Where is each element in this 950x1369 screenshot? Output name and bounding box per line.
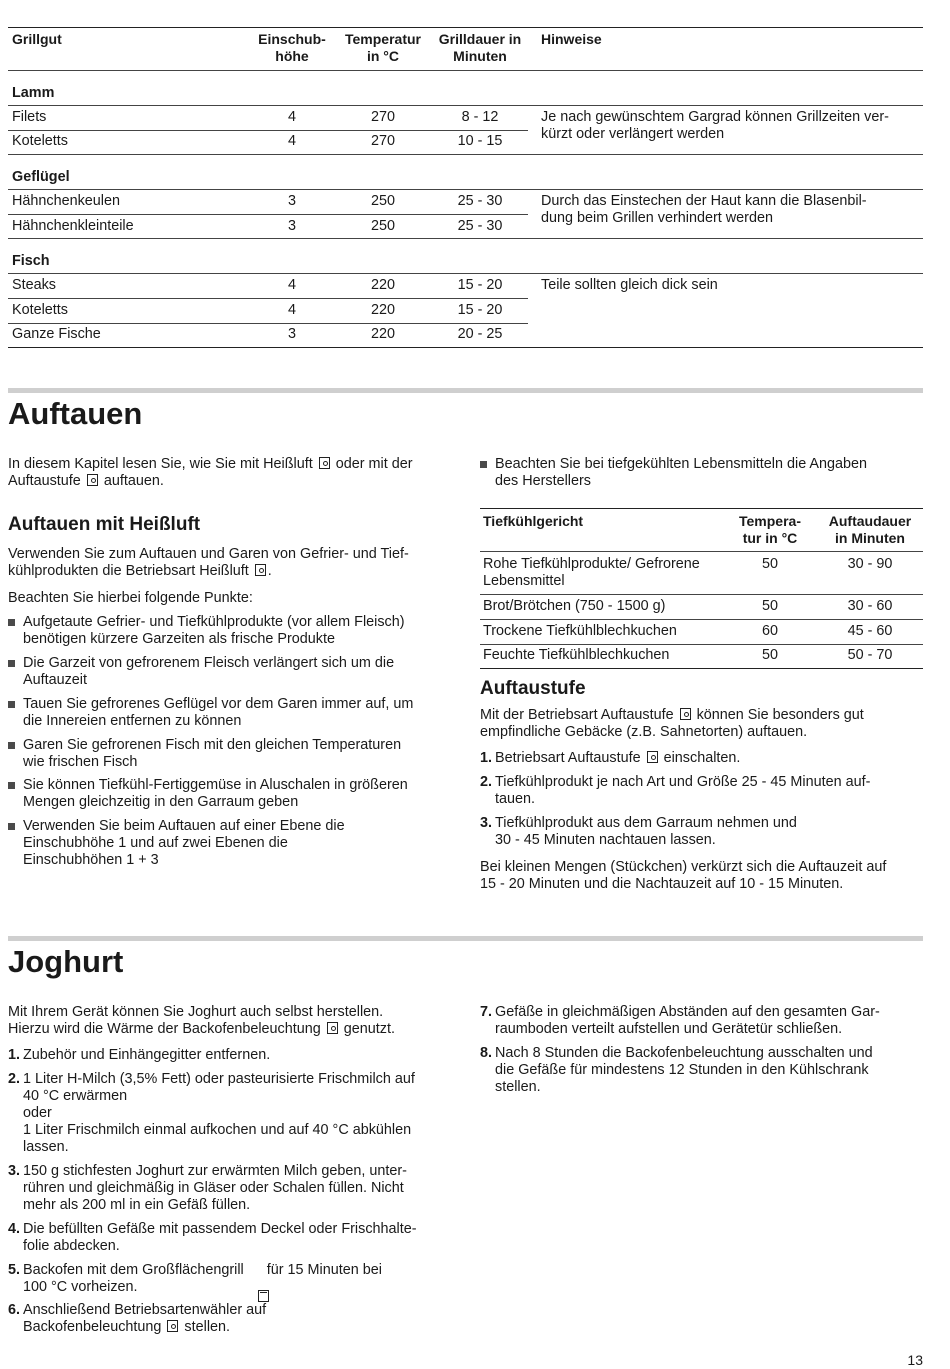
oven-light-icon xyxy=(327,1022,338,1034)
table-rule xyxy=(8,273,923,274)
header-einschub: Einschub- höhe xyxy=(258,31,326,64)
table-cell: 45 - 60 xyxy=(847,623,893,639)
table-cell: Trockene Tiefkühlblechkuchen xyxy=(483,623,677,639)
table-cell: 220 xyxy=(370,302,395,318)
table-cell: Filets xyxy=(12,109,47,125)
note-lamm: Je nach gewünschtem Gargrad können Grillzeiten ver- kürzt oder verlängert werden xyxy=(541,109,889,142)
defrost-icon xyxy=(87,474,98,486)
joghurt-intro: Mit Ihrem Gerät können Sie Joghurt auch selbst herstellen. Hierzu wird die Wärme der Backofenbeleuchtung genutzt. xyxy=(8,1004,395,1037)
group-title-lamm: Lamm xyxy=(12,85,55,101)
section-title-auftauen: Auftauen xyxy=(8,396,143,431)
list-item: 6. Anschließend Betriebsartenwähler auf Backofenbeleuchtung stellen. xyxy=(8,1302,267,1335)
table-rule xyxy=(8,298,528,299)
section-divider xyxy=(8,936,923,941)
header-hinweise: Hinweise xyxy=(541,31,602,47)
list-item: 8. Nach 8 Stunden die Backofenbeleuchtung ausschalten und die Gefäße für mindestens 12 Stunden in den Kühlschrank stellen. xyxy=(480,1045,873,1095)
section-title-joghurt: Joghurt xyxy=(8,944,124,979)
table-cell: Ganze Fische xyxy=(12,326,101,342)
header-temperatur: Temperatur in °C xyxy=(345,31,421,64)
list-item: 2. Tiefkühlprodukt je nach Art und Größe 25 - 45 Minuten auf- tauen. xyxy=(480,774,871,807)
group-title-fisch: Fisch xyxy=(12,253,50,269)
table-cell: 4 xyxy=(287,302,296,318)
table-rule xyxy=(8,214,528,215)
table-cell: 60 xyxy=(761,623,778,639)
auftaustufe-paragraph: Bei kleinen Mengen (Stückchen) verkürzt sich die Auftauzeit auf 15 - 20 Minuten und die Nachtauzeit auf 10 - 15 Minuten. xyxy=(480,859,887,892)
table-cell: Brot/Brötchen (750 - 1500 g) xyxy=(483,598,666,614)
list-item: Die Garzeit von gefrorenem Fleisch verlängert sich um die Auftauzeit xyxy=(8,655,458,689)
table-cell: 8 - 12 xyxy=(461,109,499,125)
list-item: 1. Zubehör und Einhängegitter entfernen. xyxy=(8,1047,271,1063)
heissluft-paragraph: Verwenden Sie zum Auftauen und Garen von Gefrier- und Tief- kühlprodukten die Betriebsart Heißluft . xyxy=(8,546,409,579)
table-rule xyxy=(480,551,923,552)
list-item: 1. Betriebsart Auftaustufe einschalten. xyxy=(480,750,741,766)
table-cell: Rohe Tiefkühlprodukte/ Gefrorene Lebensmittel xyxy=(483,556,700,589)
table-rule xyxy=(8,347,923,348)
table-cell: 4 xyxy=(287,277,296,293)
list-item: 5. Backofen mit dem Großflächengrill für 15 Minuten bei 100 °C vorheizen. xyxy=(8,1262,458,1296)
table-cell: Feuchte Tiefkühlblechkuchen xyxy=(483,647,670,663)
list-item: Sie können Tiefkühl-Fertiggemüse in Aluschalen in größeren Mengen gleichzeitig in den Garraum geben xyxy=(8,777,458,811)
table-cell: 270 xyxy=(370,133,395,149)
list-item: 4. Die befüllten Gefäße mit passendem Deckel oder Frischhalte- folie abdecken. xyxy=(8,1221,417,1254)
table-cell: 30 - 60 xyxy=(847,598,893,614)
table-cell: 270 xyxy=(370,109,395,125)
table-cell: 15 - 20 xyxy=(457,277,503,293)
table-cell: 15 - 20 xyxy=(457,302,503,318)
header-auftaudauer: Auftaudauer in Minuten xyxy=(828,513,912,546)
table-cell: 50 xyxy=(761,598,778,614)
auftaustufe-paragraph: Mit der Betriebsart Auftaustufe können Sie besonders gut empfindliche Gebäcke (z.B. Sahnetorten) auftauen. xyxy=(480,707,864,740)
table-rule xyxy=(8,189,923,190)
subheading-auftaustufe: Auftaustufe xyxy=(480,678,586,699)
list-item: Beachten Sie bei tiefgekühlten Lebensmitteln die Angaben des Herstellers xyxy=(480,456,923,490)
table-cell: 10 - 15 xyxy=(457,133,503,149)
table-cell: 250 xyxy=(370,218,395,234)
list-item: 3. 150 g stichfesten Joghurt zur erwärmten Milch geben, unter- rühren und gleichmäßig in Gläser oder Schalen füllen. Nicht mehr als 200 ml in ein Gefäß füllen. xyxy=(8,1163,407,1213)
group-title-gefluegel: Geflügel xyxy=(12,169,70,185)
table-cell: 3 xyxy=(287,193,296,209)
table-cell: 30 - 90 xyxy=(847,556,893,572)
list-item: Verwenden Sie beim Auftauen auf einer Ebene die Einschubhöhe 1 und auf zwei Ebenen die Einschubhöhen 1 + 3 xyxy=(8,818,458,869)
grill-icon xyxy=(258,1290,269,1302)
heissluft-paragraph: Beachten Sie hierbei folgende Punkte: xyxy=(8,590,253,606)
list-item: 7. Gefäße in gleichmäßigen Abständen auf den gesamten Gar- raumboden verteilt aufstellen und Gerätetür schließen. xyxy=(480,1004,880,1037)
table-cell: 25 - 30 xyxy=(457,193,503,209)
table-cell: 3 xyxy=(287,326,296,342)
table-cell: Koteletts xyxy=(12,133,68,149)
table-rule xyxy=(8,105,923,106)
list-item: Aufgetaute Gefrier- und Tiefkühlprodukte (vor allem Fleisch) benötigen kürzere Garzeiten als frische Produkte xyxy=(8,614,458,648)
table-cell: Hähnchenkeulen xyxy=(12,193,121,209)
table-cell: 250 xyxy=(370,193,395,209)
defrost-icon xyxy=(680,708,691,720)
table-cell: 220 xyxy=(370,326,395,342)
table-rule xyxy=(8,130,528,131)
table-cell: 50 xyxy=(761,556,778,572)
section-divider xyxy=(8,388,923,393)
list-item: Tauen Sie gefrorenes Geflügel vor dem Garen immer auf, um die Innereien entfernen zu können xyxy=(8,696,458,730)
table-cell: 4 xyxy=(287,109,296,125)
table-rule xyxy=(8,323,528,324)
table-cell: 20 - 25 xyxy=(457,326,503,342)
header-temperatur: Tempera- tur in °C xyxy=(739,513,801,546)
table-cell: 4 xyxy=(287,133,296,149)
table-rule xyxy=(480,594,923,595)
oven-light-icon xyxy=(167,1320,178,1332)
table-cell: 220 xyxy=(370,277,395,293)
table-rule xyxy=(8,70,923,71)
table-rule xyxy=(480,619,923,620)
table-cell: 25 - 30 xyxy=(457,218,503,234)
table-cell: 50 - 70 xyxy=(847,647,893,663)
note-gefluegel: Durch das Einstechen der Haut kann die Blasenbil- dung beim Grillen verhindert werden xyxy=(541,193,867,226)
defrost-icon xyxy=(647,751,658,763)
auftauen-intro: In diesem Kapitel lesen Sie, wie Sie mit Heißluft oder mit der Auftaustufe auftauen. xyxy=(8,456,413,489)
table-cell: Steaks xyxy=(12,277,56,293)
list-item: 3. Tiefkühlprodukt aus dem Garraum nehmen und 30 - 45 Minuten nachtauen lassen. xyxy=(480,815,797,848)
header-grillgut: Grillgut xyxy=(12,31,62,47)
page-number: 13 xyxy=(907,1352,923,1368)
table-cell: 50 xyxy=(761,647,778,663)
table-cell: Koteletts xyxy=(12,302,68,318)
table-cell: 3 xyxy=(287,218,296,234)
table-rule xyxy=(8,238,923,239)
header-tiefkuehlgericht: Tiefkühlgericht xyxy=(483,513,584,529)
table-rule xyxy=(480,644,923,645)
fan-icon xyxy=(255,564,266,576)
list-item: Garen Sie gefrorenen Fisch mit den gleichen Temperaturen wie frischen Fisch xyxy=(8,737,458,771)
table-rule xyxy=(480,668,923,669)
table-rule xyxy=(8,27,923,28)
table-rule xyxy=(480,508,923,509)
list-item: 2. 1 Liter H-Milch (3,5% Fett) oder pasteurisierte Frischmilch auf 40 °C erwärmen oder 1 Liter Frischmilch einmal aufkochen und auf 40 °C abkühlen lassen. xyxy=(8,1071,415,1155)
fan-icon xyxy=(319,457,330,469)
subheading-heissluft: Auftauen mit Heißluft xyxy=(8,514,201,535)
table-rule xyxy=(8,154,923,155)
header-grilldauer: Grilldauer in Minuten xyxy=(438,31,522,64)
note-fisch: Teile sollten gleich dick sein xyxy=(541,277,718,293)
table-cell: Hähnchenkleinteile xyxy=(12,218,134,234)
